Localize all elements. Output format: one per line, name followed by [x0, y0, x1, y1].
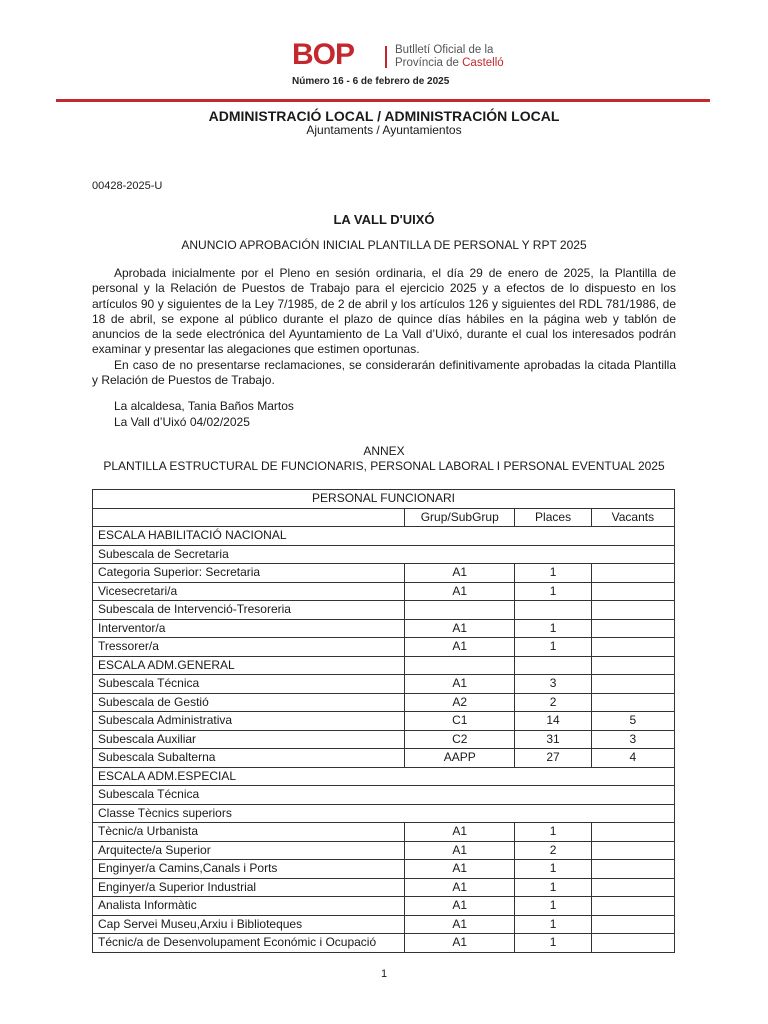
paragraph-claims: En caso de no presentarse reclamaciones, se considerarán definitivamente aprobadas la citada Plantilla y Relación de Puestos de Trabajo.	[92, 357, 676, 388]
row-label: Subescala Auxiliar	[93, 730, 405, 749]
row-group: C2	[405, 730, 515, 749]
row-places: 1	[515, 823, 591, 842]
row-vacants	[591, 675, 674, 694]
row-label: Técnic/a de Desenvolupament Económic i Ocupació	[93, 934, 405, 953]
row-vacants	[591, 564, 674, 583]
row-label: Enginyer/a Superior Industrial	[93, 878, 405, 897]
table-row	[93, 564, 675, 583]
table-row	[93, 656, 675, 675]
column-header-label	[93, 508, 405, 527]
row-label: Subescala de Intervenció-Tresoreria	[93, 601, 405, 620]
table-row	[93, 730, 675, 749]
bop-logo	[292, 38, 504, 71]
section-row-label: Classe Tècnics superiors	[93, 804, 675, 823]
table-row	[93, 934, 675, 953]
table-row	[93, 915, 675, 934]
issue-number: Número 16 - 6 de febrero de 2025	[292, 76, 450, 87]
row-label: Tècnic/a Urbanista	[93, 823, 405, 842]
table-row	[93, 749, 675, 768]
row-group: C1	[405, 712, 515, 731]
table-row	[93, 712, 675, 731]
row-group: A1	[405, 619, 515, 638]
row-group: A1	[405, 823, 515, 842]
table-row	[93, 582, 675, 601]
logo-subtitle-prefix: Província de	[395, 57, 463, 69]
row-group	[405, 601, 515, 620]
row-group: A1	[405, 860, 515, 879]
row-label: Tressorer/a	[93, 638, 405, 657]
bop-header	[0, 36, 768, 96]
logo-divider	[385, 46, 387, 68]
row-places: 2	[515, 693, 591, 712]
row-group: AAPP	[405, 749, 515, 768]
row-group: A1	[405, 564, 515, 583]
row-vacants	[591, 934, 674, 953]
row-label: ESCALA ADM.GENERAL	[93, 656, 405, 675]
row-label: Subescala Subalterna	[93, 749, 405, 768]
personal-funcionari-table	[92, 489, 675, 953]
row-label: Arquitecte/a Superior	[93, 841, 405, 860]
row-places: 3	[515, 675, 591, 694]
table-row	[93, 860, 675, 879]
logo-subtitle	[395, 44, 535, 70]
section-row-label: ESCALA HABILITACIÓ NACIONAL	[93, 527, 675, 546]
row-places	[515, 656, 591, 675]
table-row	[93, 897, 675, 916]
row-places: 1	[515, 878, 591, 897]
row-vacants: 4	[591, 749, 674, 768]
column-header-places: Places	[515, 508, 591, 527]
row-vacants	[591, 638, 674, 657]
row-label: Subescala Técnica	[93, 675, 405, 694]
row-vacants: 5	[591, 712, 674, 731]
logo-subtitle-line1: Butlletí Oficial de la	[395, 44, 494, 56]
row-places: 1	[515, 860, 591, 879]
table-row	[93, 786, 675, 805]
row-group: A1	[405, 841, 515, 860]
table-row	[93, 638, 675, 657]
row-label: Vicesecretari/a	[93, 582, 405, 601]
annex-title: PLANTILLA ESTRUCTURAL DE FUNCIONARIS, PERSONAL LABORAL I PERSONAL EVENTUAL 2025	[103, 459, 665, 473]
row-vacants	[591, 841, 674, 860]
notice-title: ANUNCIO APROBACIÓN INICIAL PLANTILLA DE PERSONAL Y RPT 2025	[181, 238, 587, 252]
row-vacants	[591, 860, 674, 879]
row-label: Interventor/a	[93, 619, 405, 638]
table-row	[93, 693, 675, 712]
table-title: PERSONAL FUNCIONARI	[93, 490, 675, 509]
section-row-label: ESCALA ADM.ESPECIAL	[93, 767, 675, 786]
row-label: Enginyer/a Camins,Canals i Ports	[93, 860, 405, 879]
logo-subtitle-province: Castelló	[462, 57, 504, 69]
place-date: La Vall d’Uixó 04/02/2025	[114, 415, 250, 429]
table-row	[93, 767, 675, 786]
row-label: Subescala Administrativa	[93, 712, 405, 731]
row-places: 1	[515, 934, 591, 953]
row-vacants	[591, 582, 674, 601]
row-vacants: 3	[591, 730, 674, 749]
row-places: 2	[515, 841, 591, 860]
bop-logo-text: BOP	[292, 38, 355, 71]
document-reference: 00428-2025-U	[92, 180, 163, 192]
row-places: 1	[515, 915, 591, 934]
row-places: 1	[515, 582, 591, 601]
row-group: A1	[405, 638, 515, 657]
row-vacants	[591, 619, 674, 638]
table-row	[93, 823, 675, 842]
row-group: A1	[405, 675, 515, 694]
row-group: A1	[405, 934, 515, 953]
page-number: 1	[380, 968, 388, 980]
section-subtitle: Ajuntaments / Ayuntamientos	[306, 123, 462, 137]
row-group: A1	[405, 582, 515, 601]
section-row-label: Subescala de Secretaria	[93, 545, 675, 564]
row-places: 31	[515, 730, 591, 749]
row-group	[405, 656, 515, 675]
table-row	[93, 675, 675, 694]
table-row	[93, 804, 675, 823]
row-vacants	[591, 823, 674, 842]
table-row	[93, 878, 675, 897]
row-vacants	[591, 878, 674, 897]
logo-subtitle-line2	[395, 57, 535, 70]
table-row	[93, 619, 675, 638]
row-vacants	[591, 915, 674, 934]
row-vacants	[591, 897, 674, 916]
row-label: Categoria Superior: Secretaria	[93, 564, 405, 583]
section-row-label: Subescala Técnica	[93, 786, 675, 805]
table-header-row	[93, 508, 675, 527]
row-group: A2	[405, 693, 515, 712]
row-places: 1	[515, 897, 591, 916]
table-row	[93, 841, 675, 860]
town-name: LA VALL D'UIXÓ	[333, 212, 435, 227]
row-vacants	[591, 601, 674, 620]
row-places	[515, 601, 591, 620]
paragraph-approval: Aprobada inicialmente por el Pleno en sesión ordinaria, el día 29 de enero de 2025, la Plantilla de personal y la Relación de Puestos de Trabajo para el ejercicio 2025 y a efectos de lo dispuesto en los artículos 90 y siguientes de la Ley 7/1985, de 2 de abril y los artículos 126 y siguientes del RDL 781/1986, de 18 de abril, se expone al público durante el plazo de quince días hábiles en la página web y tablón de anuncios de la sede electrónica del Ayuntamiento de La Vall d’Uixó, durante el cual los interesados podrán examinar y presentar las alegaciones que estimen oportunas.	[92, 266, 676, 357]
annex-label: ANNEX	[363, 444, 405, 458]
row-places: 14	[515, 712, 591, 731]
table-row	[93, 527, 675, 546]
row-vacants	[591, 693, 674, 712]
table-row	[93, 601, 675, 620]
header-rule	[56, 99, 710, 102]
table-row	[93, 545, 675, 564]
row-label: Subescala de Gestió	[93, 693, 405, 712]
row-places: 27	[515, 749, 591, 768]
row-label: Cap Servei Museu,Arxiu i Biblioteques	[93, 915, 405, 934]
row-label: Analista Informàtic	[93, 897, 405, 916]
row-group: A1	[405, 897, 515, 916]
signatory: La alcaldesa, Tania Baños Martos	[114, 399, 294, 413]
notice-body	[92, 266, 676, 388]
row-places: 1	[515, 638, 591, 657]
column-header-group: Grup/SubGrup	[405, 508, 515, 527]
row-places: 1	[515, 619, 591, 638]
table-title-row	[93, 490, 675, 509]
row-vacants	[591, 656, 674, 675]
row-places: 1	[515, 564, 591, 583]
row-group: A1	[405, 878, 515, 897]
section-title: ADMINISTRACIÓ LOCAL / ADMINISTRACIÓN LOCAL	[208, 108, 560, 124]
column-header-vacants: Vacants	[591, 508, 674, 527]
row-group: A1	[405, 915, 515, 934]
